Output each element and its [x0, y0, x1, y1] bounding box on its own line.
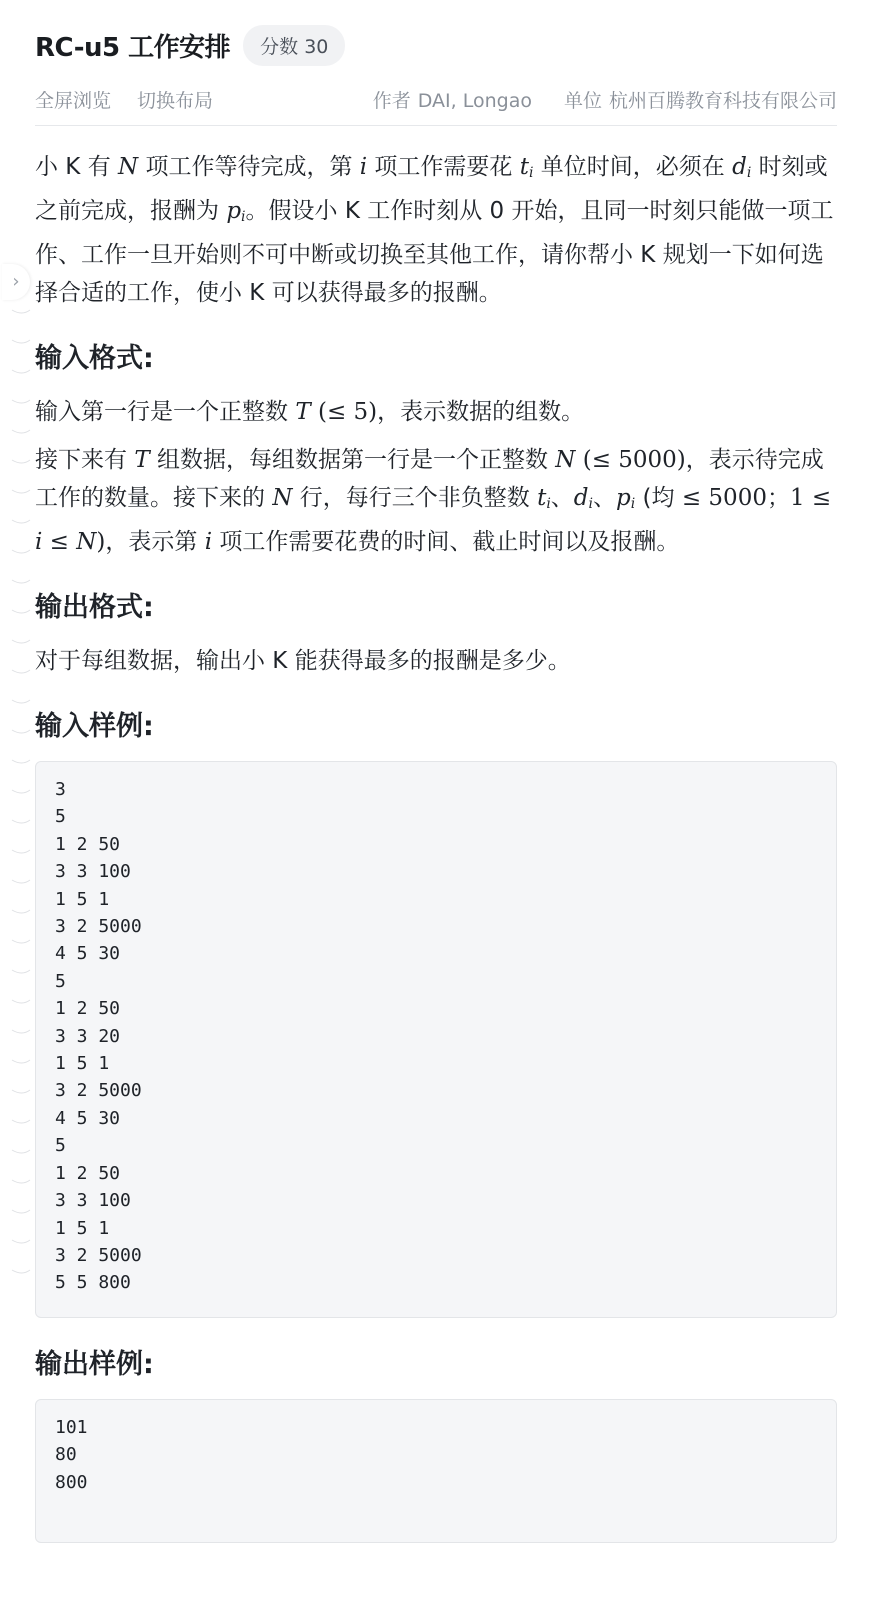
org-info — [564, 86, 837, 113]
problem-description: 小 K 有 N 项工作等待完成，第 i 项工作需要花 $t_i$ 单位时间，必须在 $d_i$ 时刻或之前完成，报酬为 $p_i$。假设小 K 工作时刻从 0 开始，且同一时刻只能做一项工作、工作一旦开始则不可中断或切换至其他工作，请你帮小 K 规划一下如何选择合适的工作，使小 K 可以获得最多的报酬。 — [35, 154, 834, 306]
sample-input-heading: 输入样例: — [35, 711, 154, 742]
input-format-line-2: 接下来有 T 组数据，每组数据第一行是一个正整数 N (≤ 5000)，表示待完成工作的数量。接下来的 N 行，每行三个非负整数 $t_i$、$d_i$、$p_i$ (均 ≤ 5000；1 ≤ i ≤ N)，表示第 i 项工作需要花费的时间、截止时间以及报酬。 — [35, 447, 832, 555]
chevron-right-icon: › — [12, 271, 20, 292]
org-value: 杭州百腾教育科技有限公司 — [608, 89, 837, 112]
problem-toolbar — [35, 77, 837, 126]
problem-content — [35, 126, 837, 1543]
switch-layout-link[interactable]: 切换布局 — [137, 89, 214, 112]
sample-output-code[interactable]: 101 80 800 — [35, 1399, 837, 1543]
output-format-heading: 输出格式: — [35, 592, 154, 623]
sidebar-toggle[interactable] — [2, 264, 30, 300]
author-label: 作者 — [372, 89, 411, 112]
sample-output-heading: 输出样例: — [35, 1349, 154, 1380]
author-value: DAI, Longao — [417, 89, 532, 112]
sample-input-code[interactable]: 3 5 1 2 50 3 3 100 1 5 1 3 2 5000 4 5 30 5 1 2 50 3 3 20 1 5 1 3 2 5000 4 5 30 5 1 2 50 3 3 100 1 5 1 3 2 5000 5 5 800 — [35, 761, 837, 1318]
score-badge: 分数 30 — [243, 25, 345, 66]
output-format-text: 对于每组数据，输出小 K 能获得最多的报酬是多少。 — [35, 648, 571, 674]
problem-title: RC-u5 工作安排 — [35, 32, 231, 63]
input-format-heading: 输入格式: — [35, 343, 154, 374]
input-format-line-1: 输入第一行是一个正整数 T (≤ 5)，表示数据的组数。 — [35, 399, 585, 425]
problem-page — [35, 0, 837, 1543]
fullscreen-link[interactable]: 全屏浏览 — [35, 89, 112, 112]
page-curl-decoration — [8, 300, 34, 1280]
author-info — [373, 86, 532, 113]
org-label: 单位 — [563, 89, 602, 112]
